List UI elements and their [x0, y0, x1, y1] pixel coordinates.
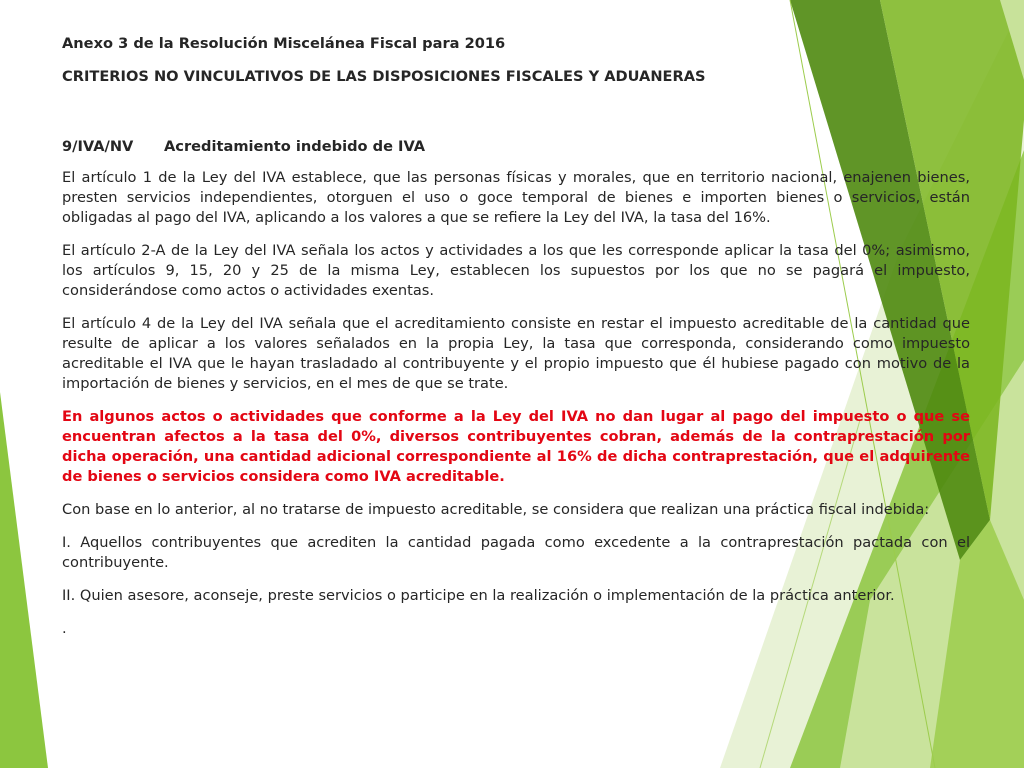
list-item-1 [62, 533, 970, 573]
criterion-title: Acreditamiento indebido de IVA [164, 138, 426, 155]
paragraph-article-4: El artículo 4 de la Ley del IVA señala que el acreditamiento consiste en restar el impuesto acreditable de la cantidad que resulte de aplicar a los valores señalados en la propia Ley, la tasa que corresponda, considerando como impuesto acreditable el IVA que le hayan trasladado al contribuyente y el propio impuesto que él hubiese pagado con motivo de la importación de bienes y servicios, en el mes de que se trate. [62, 315, 970, 392]
paragraph-article-2a: El artículo 2-A de la Ley del IVA señala los actos y actividades a los que les corresponde aplicar la tasa del 0%; asimismo, los artículos 9, 15, 20 y 25 de la misma Ley, establecen los supuestos por los que no se pagará el impuesto, considerándose como actos o actividades exentas. [62, 242, 970, 299]
list-item-2-text: Quien asesore, aconseje, preste servicios o participe en la realización o implementación de la práctica anterior. [79, 587, 895, 604]
paragraph-article-1: El artículo 1 de la Ley del IVA establece, que las personas físicas y morales, que en territorio nacional, enajenen bienes, presten servicios independientes, otorguen el uso o goce temporal de bienes e importen bienes o servicios, están obligadas al pago del IVA, aplicando a los valores a que se refiere la Ley del IVA, la tasa del 16%. [62, 169, 970, 226]
highlight-paragraph: En algunos actos o actividades que conforme a la Ley del IVA no dan lugar al pago del impuesto o que se encuentran afectos a la tasa del 0%, diversos contribuyentes cobran, además de la contraprestación por dicha operación, una cantidad adicional correspondiente al 16% de dicha contraprestación, que el adquirente de bienes o servicios considera como IVA acreditable. [62, 408, 970, 485]
conclusion-paragraph: Con base en lo anterior, al no tratarse de impuesto acreditable, se considera que realizan una práctica fiscal indebida: [62, 501, 930, 518]
left-green-triangle [0, 392, 48, 768]
criterion-heading [62, 137, 970, 157]
list-item-2-numeral: II. [62, 587, 76, 604]
annex-title: Anexo 3 de la Resolución Miscelánea Fiscal para 2016 [62, 35, 506, 52]
section-title: CRITERIOS NO VINCULATIVOS DE LAS DISPOSICIONES FISCALES Y ADUANERAS [62, 68, 706, 85]
list-item-1-text: Aquellos contribuyentes que acrediten la cantidad pagada como excedente a la contraprestación pactada con el contribuyente. [62, 534, 970, 571]
criterion-code: 9/IVA/NV [62, 138, 134, 155]
trailing-mark: . [62, 620, 67, 637]
document-body [62, 34, 970, 652]
list-item-2 [62, 586, 970, 606]
list-item-1-numeral: I. [62, 534, 71, 551]
